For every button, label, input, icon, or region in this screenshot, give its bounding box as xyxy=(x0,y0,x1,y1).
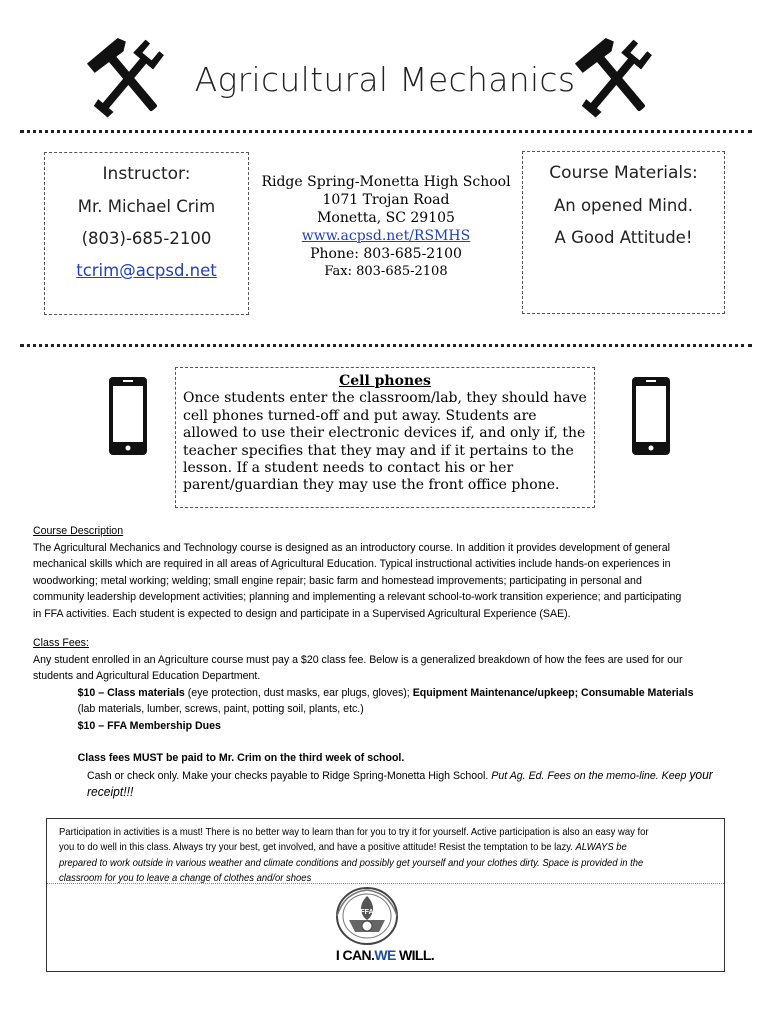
fee-item-class-materials: $10 – Class materials (eye protection, dust masks, ear plugs, gloves); Equipment Maintenance/upkeep; Consumable Materials xyxy=(77,686,694,699)
school-city: Monetta, SC 29105 xyxy=(317,210,455,226)
class-fees-line: Any student enrolled in an Agriculture course must pay a $20 class fee. Below is a generalized breakdown of how the fees are used for our xyxy=(33,653,683,666)
course-materials-box xyxy=(522,151,725,314)
instructor-name: Mr. Michael Crim xyxy=(77,197,216,216)
school-street: 1071 Trojan Road xyxy=(322,192,450,208)
cell-phone-icon xyxy=(631,376,671,456)
fee-deadline: Class fees MUST be paid to Mr. Crim on the third week of school. xyxy=(77,752,405,764)
cell-policy-body: Once students enter the classroom/lab, they should have cell phones turned-off and put away. Students are allowed to use their electronic devices if, and only if, the teacher specifies that they may and if it pertains to the lesson. If a student needs to contact his or her parent/guardian they may use the front office phone. xyxy=(183,390,587,494)
course-description-section xyxy=(33,523,758,622)
school-phone: Phone: 803-685-2100 xyxy=(310,246,462,262)
participation-text: Participation in activities is a must! There is no better way to learn than for you to try it for yourself. Active participation is also an easy way for you to do well in this class. Always try your best, get involved, and have a positive attitude! Resist the temptation to be lazy. ALWAYS be prepared to work outside in various weather and climate conditions and possibly get yourself and your clothes dirty. Space is provided in the classroom for you to leave a change of clothes and/or shoes xyxy=(59,827,649,885)
svg-text:FFA: FFA xyxy=(360,909,374,916)
class-fees-section xyxy=(33,635,758,802)
course-description-line: community leadership development activities; planning and implementing a relevant school-to-work transition experience; and participating xyxy=(33,591,682,603)
ffa-emblem-icon xyxy=(329,886,405,948)
instructor-phone: (803)-685-2100 xyxy=(81,229,212,248)
course-description-line: woodworking; metal working; welding; small engine repair; basic farm and homestead improvements; participating in personal and xyxy=(33,574,642,587)
cell-phone-policy-box xyxy=(175,367,595,508)
course-description-line: mechanical skills which are required in all areas of Agricultural Education. Typical instructional activities include hands-on experiences in xyxy=(33,558,671,570)
page-title: Agricultural Mechanics xyxy=(194,60,576,99)
materials-heading: Course Materials: xyxy=(549,163,698,183)
course-description-line: in FFA activities. Each student is expected to design and participate in a Supervised Agricultural Experience (SAE). xyxy=(33,607,571,620)
school-fax: Fax: 803-685-2108 xyxy=(324,264,448,279)
cell-phone-icon xyxy=(108,376,148,456)
dotted-divider xyxy=(20,344,752,347)
instructor-heading: Instructor: xyxy=(102,164,191,184)
school-website-link[interactable]: www.acpsd.net/RSMHS xyxy=(301,228,471,244)
cell-policy-heading: Cell phones xyxy=(339,373,431,389)
materials-item: A Good Attitude! xyxy=(554,228,693,247)
instructor-box xyxy=(44,152,249,315)
course-description-line: The Agricultural Mechanics and Technology course is designed as an introductory course. In addition it provides development of general xyxy=(33,541,670,554)
course-description-heading: Course Description xyxy=(33,525,124,537)
dotted-divider xyxy=(20,130,752,133)
school-info xyxy=(258,173,514,281)
ffa-slogan: I CAN.WE WILL. xyxy=(335,947,435,963)
participation-divider xyxy=(47,883,724,884)
materials-item: An opened Mind. xyxy=(553,196,694,215)
fee-item-ffa-dues: $10 – FFA Membership Dues xyxy=(77,719,221,732)
school-name: Ridge Spring-Monetta High School xyxy=(261,174,511,190)
payment-note: Cash or check only. Make your checks payable to Ridge Spring-Monetta High School. Put Ag. Ed. Fees on the memo-line. Keep your receipt!!! xyxy=(86,766,713,799)
instructor-email-link[interactable]: tcrim@acpsd.net xyxy=(76,261,217,280)
fee-item-class-materials-detail: (lab materials, lumber, screws, paint, potting soil, plants, etc.) xyxy=(77,703,364,715)
class-fees-line: students and Agricultural Education Department. xyxy=(33,670,261,682)
class-fees-heading: Class Fees: xyxy=(33,637,89,649)
